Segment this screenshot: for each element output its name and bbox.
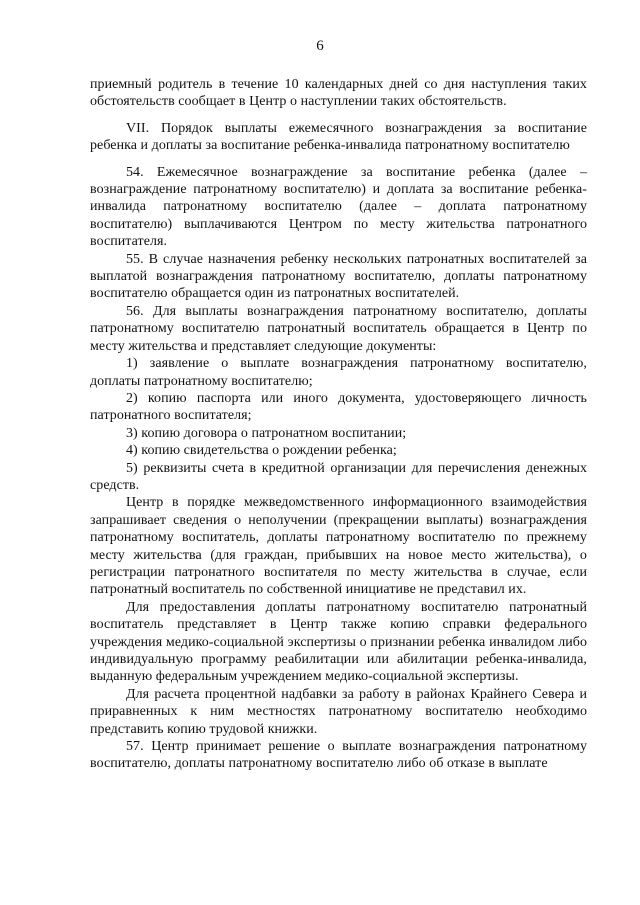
paragraph-disability-certificate: Для предоставления доплаты патронатному воспитателю патронатный воспитатель представляет в Центр также копию справки федерального учреждения медико-социальной экспертизы о признании ребенка инвалидом либо индивидуальную программу реабилитации или абилитации ребенка-инвалида, выданную федеральным учреждением медико-социальной экспертизы. — [90, 599, 587, 685]
list-item-2: 2) копию паспорта или иного документа, удостоверяющего личность патронатного воспитателя; — [90, 390, 587, 424]
paragraph-interagency-request: Центр в порядке межведомственного информационного взаимодействия запрашивает сведения о неполучении (прекращении выплаты) вознаграждения патронатному воспитатель, доплаты патронатному воспитателю по прежнему месту жительства (для граждан, прибывших на новое место жительства), о регистрации патронатного воспитателя по месту жительства в случае, если патронатный воспитатель по собственной инициативе не представил их. — [90, 495, 587, 598]
page-number: 6 — [316, 38, 324, 54]
list-item-3: 3) копию договора о патронатном воспитании; — [126, 425, 407, 441]
paragraph-continuation: приемный родитель в течение 10 календарных дней со дня наступления таких обстоятельств сообщает в Центр о наступлении таких обстоятельств. — [90, 77, 587, 110]
document-body — [90, 76, 587, 773]
paragraph-56: 56. Для выплаты вознаграждения патронатному воспитателю, доплаты патронатному воспитателю патронатный воспитатель обращается в Центр по месту жительства и представляет следующие документы: — [90, 303, 587, 354]
section-heading-vii: VII. Порядок выплаты ежемесячного вознаграждения за воспитание ребенка и доплаты за воспитание ребенка-инвалида патронатному воспитателю — [90, 120, 587, 154]
paragraph-55: 55. В случае назначения ребенку нескольких патронатных воспитателей за выплатой вознаграждения патронатному воспитателю, доплаты патронатному воспитателю обращается один из патронатных воспитателей. — [90, 251, 587, 302]
paragraph-northern-allowance: Для расчета процентной надбавки за работу в районах Крайнего Севера и приравненных к ним местностях патронатному воспитателю необходимо представить копию трудовой книжки. — [90, 686, 587, 737]
paragraph-57: 57. Центр принимает решение о выплате вознаграждения патронатному воспитателю, доплаты патронатному воспитателю либо об отказе в выплате — [90, 739, 587, 772]
list-item-1: 1) заявление о выплате вознаграждения патронатному воспитателю, доплаты патронатному воспитателю; — [90, 356, 587, 389]
paragraph-54: 54. Ежемесячное вознаграждение за воспитание ребенка (далее – вознаграждение патронатному воспитателю) и доплата за воспитание ребенка-инвалида патронатному воспитателю (далее – доплата патронатному воспитателю) выплачиваются Центром по месту жительства патронатного воспитателя. — [90, 164, 587, 250]
list-item-4: 4) копию свидетельства о рождении ребенка; — [126, 443, 397, 459]
list-item-5: 5) реквизиты счета в кредитной организации для перечисления денежных средств. — [90, 460, 587, 493]
